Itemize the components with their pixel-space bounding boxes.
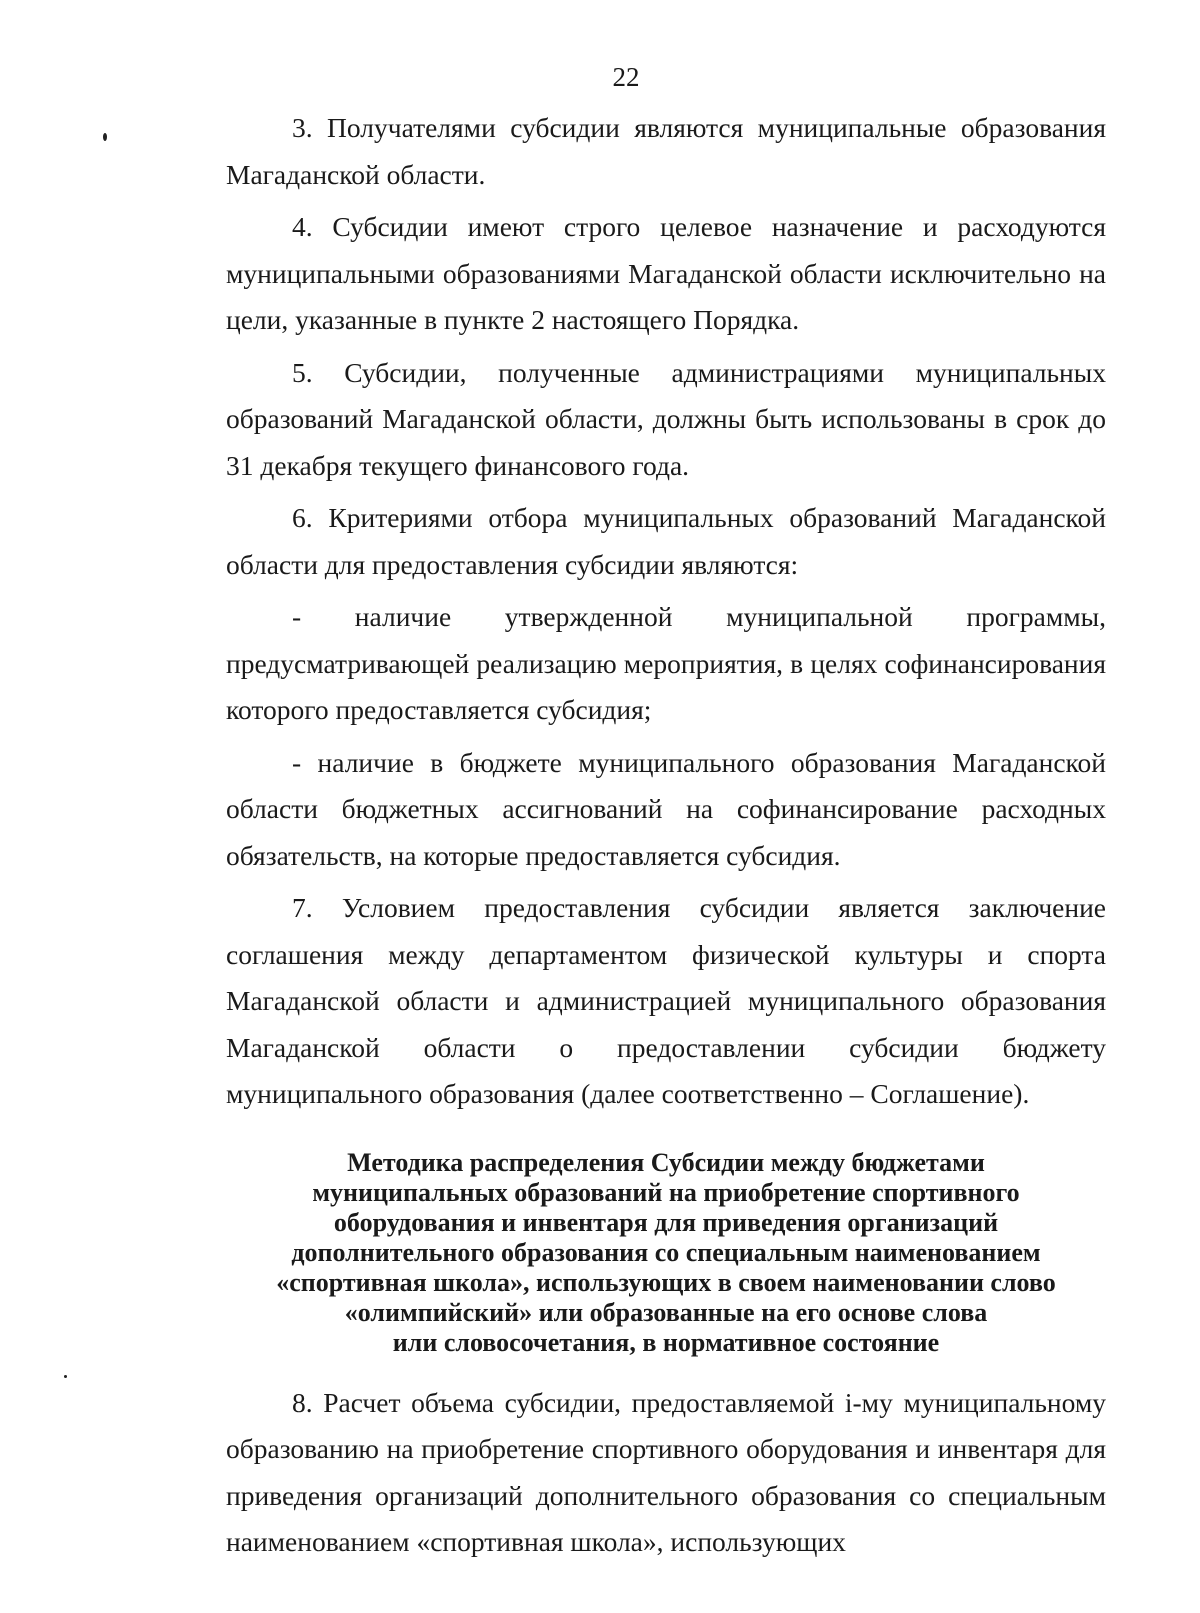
- criteria-item-budget: - наличие в бюджете муниципального образования Магаданской области бюджетных ассигнований на софинансирование расходных обязательств, на которые предоставляется субсидия.: [226, 746, 1106, 871]
- paragraph-5: 5. Субсидии, полученные администрациями муниципальных образований Магаданской области, должны быть использованы в срок до 31 декабря текущего финансового года.: [226, 356, 1106, 481]
- page-number: 22: [612, 62, 640, 92]
- section-heading: Методика распределения Субсидии между бюджетами муниципальных образований на приобретение спортивного оборудования и инвентаря для приведения организаций дополнительного образования со специальным наименованием «спортивная школа», использующих в своем наименовании слово «олимпийский» или образованные на его основе слова или словосочетания, в нормативное состояние: [276, 1147, 1056, 1357]
- scan-speck-mark: [64, 1375, 67, 1378]
- paragraph-6: 6. Критериями отбора муниципальных образований Магаданской области для предоставления субсидии являются:: [226, 502, 1106, 580]
- paragraph-4: 4. Субсидии имеют строго целевое назначение и расходуются муниципальными образованиями Магаданской области исключительно на цели, указанные в пункте 2 настоящего Порядка.: [226, 211, 1106, 335]
- paragraph-7: 7. Условием предоставления субсидии является заключение соглашения между департаментом физической культуры и спорта Магаданской области и администрацией муниципального образования Магаданской области о предоставлении субсидии бюджету муниципального образования (далее соответственно – Соглашение).: [226, 892, 1106, 1109]
- paragraph-3: 3. Получателями субсидии являются муниципальные образования Магаданской области.: [226, 112, 1106, 190]
- scan-speck-mark: [103, 133, 107, 141]
- paragraph-8: 8. Расчет объема субсидии, предоставляемой i-му муниципальному образованию на приобретение спортивного оборудования и инвентаря для приведения организаций дополнительного образования со специальным наименованием «спортивная школа», использующих: [226, 1386, 1106, 1557]
- document-body: [226, 105, 1106, 1572]
- criteria-item-program: - наличие утвержденной муниципальной программы, предусматривающей реализацию мероприятия, в целях софинансирования которого предоставляется субсидия;: [226, 601, 1106, 725]
